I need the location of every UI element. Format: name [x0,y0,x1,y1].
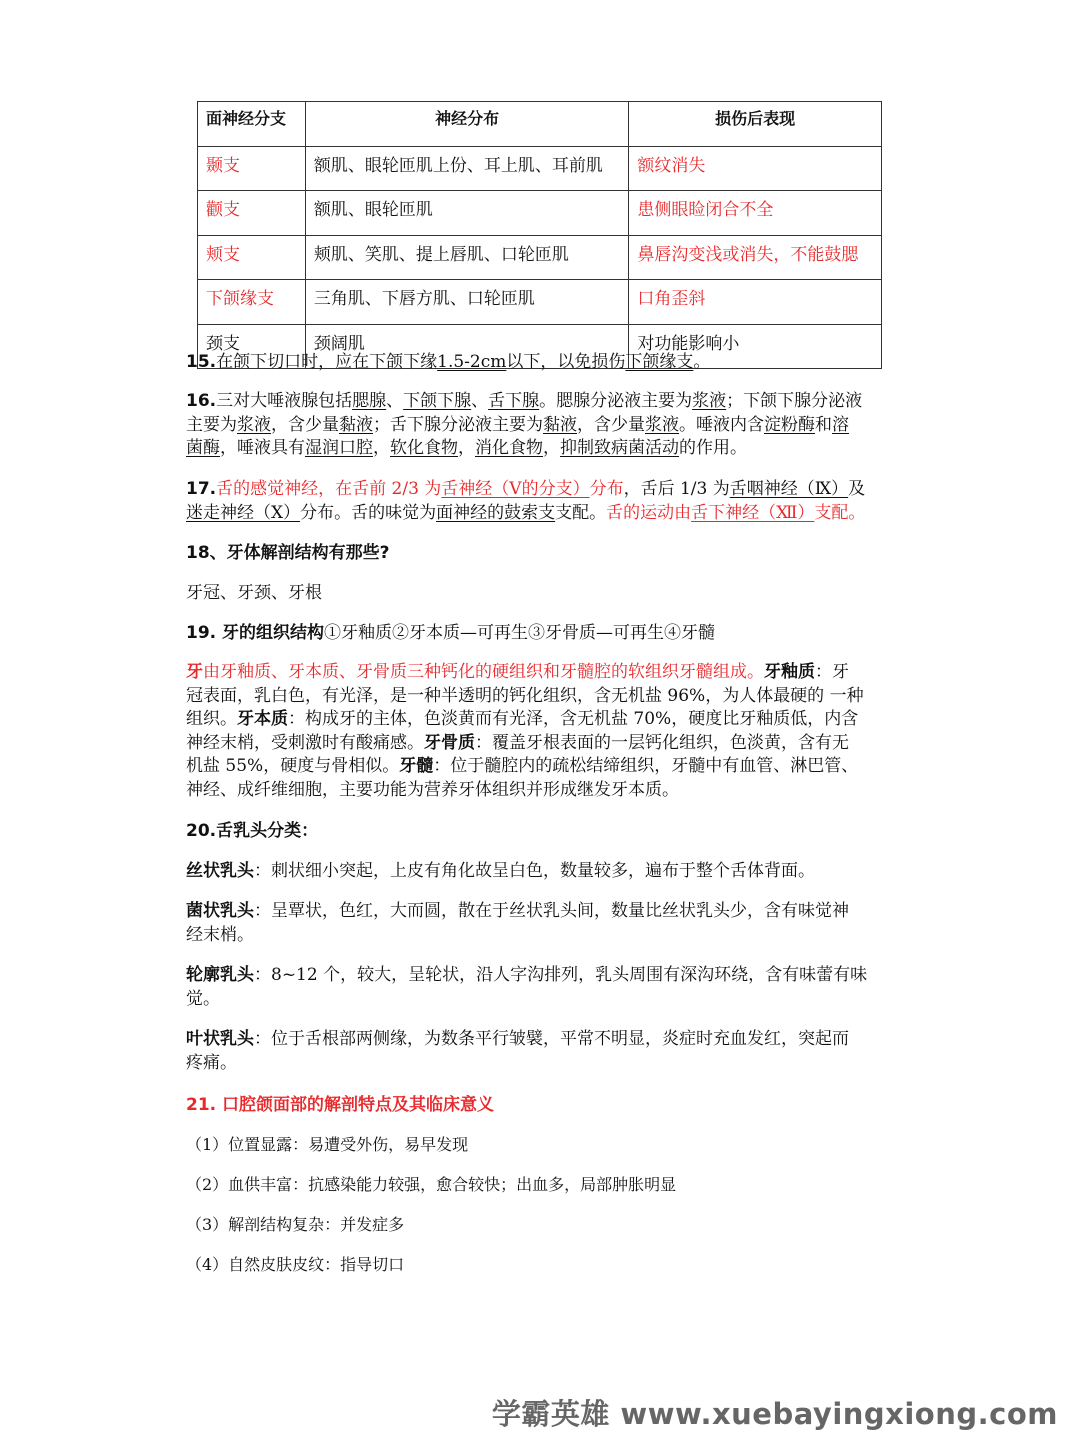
q20-text: 觉。 [186,988,220,1009]
q19-red-bold: 牙 [186,662,203,682]
q21-item-text: （2）血供丰富：抗感染能力较强，愈合较快；出血多，局部肿胀明显 [186,1175,677,1194]
q16-underline: 腮腺 [352,391,387,411]
q17-red-text: 舌的运动由 [606,502,692,523]
effect-cell: 鼻唇沟变浅或消失，不能鼓腮 [629,235,882,280]
q15-underline: 1.5-2cm [437,352,507,372]
q20-filiform [186,860,906,884]
facial-nerve-table [197,101,882,369]
q16-text: 的作用。 [679,438,747,458]
q16-paragraph [186,390,906,461]
q19-term: 牙釉质 [764,662,815,682]
table-row [198,280,882,325]
q21-item [186,1173,906,1197]
site-watermark: 学霸英雄 www.xuebayingxiong.com [491,1397,1058,1431]
q17-red-underline: 舌下神经（Ⅻ） [691,502,815,523]
q20-term: 轮廓乳头 [186,965,254,985]
q16-text: 主要为 [186,414,237,435]
q17-underline: 面神经的鼓索支 [436,502,556,523]
q21-item [186,1213,906,1237]
q20-circumvallate [186,964,906,1011]
q16-text: ，含少量 [577,414,645,435]
q20-text: ：8~12 个，较大，呈轮状，沿人字沟排列，乳头周围有深沟环绕，含有味蕾有味 [254,965,868,985]
q20-foliate [186,1028,906,1075]
q19-text: 神经、成纤维细胞，主要功能为营养牙体组织并形成继发牙本质。 [186,779,679,800]
q19-title [186,622,906,646]
q20-text: 经末梢。 [186,924,254,945]
q15-num: 15. [186,352,217,372]
q17-red-underline: 舌神经（Ⅴ的分支） [441,479,590,499]
header-effect: 损伤后表现 [629,102,882,147]
q16-underline: 黏液 [543,414,577,435]
q17-underline: 迷走神经（Ⅹ） [186,502,301,523]
q21-title-text: 21. 口腔颌面部的解剖特点及其临床意义 [186,1095,495,1115]
q15-text: 在颌下切口时，应在下颌下缘 [216,352,438,372]
header-distribution: 神经分布 [305,102,629,147]
q20-text: ：刺状细小突起，上皮有角化故呈白色，数量较多，遍布于整个舌体背面。 [254,861,815,881]
q19-term: 牙骨质 [424,732,475,753]
q21-item-text: （4）自然皮肤皮纹：指导切口 [186,1255,405,1274]
q16-underline: 菌酶 [186,438,220,458]
q16-text: 。腮腺分泌液主要为 [539,391,693,411]
q15-paragraph [186,351,906,375]
effect-cell: 患侧眼睑闭合不全 [629,191,882,236]
q17-text: ，舌后 1/3 为 [623,479,730,499]
q19-text: 组织。 [186,709,237,729]
q19-title-text: 19. 牙的组织结构 [186,623,325,643]
q16-underline: 抑制致病菌活动 [560,438,679,458]
q19-text: ：覆盖牙根表面的一层钙化组织，色淡黄，含有无 [475,732,849,753]
q15-underline: 下颌缘支 [625,352,694,372]
q20-title [186,820,906,844]
q16-underline: 下颌下腺 [403,391,472,411]
header-branch: 面神经分支 [198,102,306,147]
q17-red-text: 分布 [589,479,624,499]
q17-red-text: 舌的感觉神经，在舌前 2/3 为 [216,479,442,499]
q16-underline: 消化食物 [475,438,543,458]
q19-text: 神经末梢，受刺激时有酸痛感。 [186,732,424,753]
q16-underline: 黏液 [339,414,373,435]
q17-red-text: 支配。 [814,502,866,523]
branch-cell: 颞支 [198,146,306,191]
q17-text: 支配。 [555,502,607,523]
q19-paragraph [186,661,906,802]
q19-red-text: 由牙釉质、牙本质、牙骨质三种钙化的硬组织和牙髓腔的软组织牙髓组成。 [203,662,764,682]
q16-underline: 软化食物 [390,438,458,458]
q18-answer [186,582,906,606]
q16-text: ，含少量 [271,414,339,435]
q17-num: 17. [186,479,217,499]
q16-text: ， [458,438,475,458]
distribution-cell: 三角肌、下唇方肌、口轮匝肌 [305,280,629,325]
table-body [198,146,882,369]
q20-fungiform [186,900,906,947]
q16-text: 、 [386,391,404,411]
q16-underline: 湿润口腔 [305,438,373,458]
q20-term: 丝状乳头 [186,861,254,881]
q16-underline: 浆液 [692,391,727,411]
q19-term: 牙本质 [237,709,288,729]
effect-cell: 口角歪斜 [629,280,882,325]
q20-term: 叶状乳头 [186,1029,254,1049]
q21-item [186,1253,906,1277]
q19-text: ：位于髓腔内的疏松结缔组织，牙髓中有血管、淋巴管、 [433,756,859,776]
q16-text: 。唾液内含 [679,414,764,435]
branch-cell: 颧支 [198,191,306,236]
q21-item-text: （1）位置显露：易遭受外伤，易早发现 [186,1135,469,1154]
q16-num: 16. [186,391,217,411]
q15-text: 以下，以免损伤 [506,352,626,372]
q16-text: 和 [815,414,832,435]
q16-text: ， [373,438,390,458]
distribution-cell: 颊肌、笑肌、提上唇肌、口轮匝肌 [305,235,629,280]
q21-title [186,1094,906,1118]
q19-text: 冠表面，乳白色，有光泽，是一种半透明的钙化组织，含无机盐 96%，为人体最硬的 一种 [186,685,864,706]
distribution-cell: 颈阔肌 [305,324,629,369]
q17-text: 分布。舌的味觉为 [300,502,437,523]
q16-text: ；舌下腺分泌液主要为 [373,414,543,435]
effect-cell: 对功能影响小 [629,324,882,369]
q17-text: 及 [848,479,866,499]
q16-text: 、 [471,391,489,411]
effect-cell: 额纹消失 [629,146,882,191]
q20-text: ：呈覃状，色红，大而圆，散在于丝状乳头间，数量比丝状乳头少，含有味觉神 [254,901,849,921]
table-header-row [198,102,882,147]
q16-underline: 溶 [832,414,849,435]
q17-underline: 舌咽神经（Ⅸ） [729,479,849,499]
q16-underline: 淀粉酶 [764,414,815,435]
q18-title-text: 18、牙体解剖结构有那些? [186,543,390,563]
table-row [198,191,882,236]
q20-title-text: 20.舌乳头分类： [186,821,319,841]
q20-text: ：位于舌根部两侧缘，为数条平行皱襞，平常不明显，炎症时充血发红，突起而 [254,1029,849,1049]
distribution-cell: 额肌、眼轮匝肌上份、耳上肌、耳前肌 [305,146,629,191]
q16-text: ， [543,438,560,458]
q19-text: 机盐 55%，硬度与骨相似。 [186,756,400,776]
q21-item-text: （3）解剖结构复杂：并发症多 [186,1215,405,1234]
q16-text: ；下颌下腺分泌液 [726,391,863,411]
q18-answer-text: 牙冠、牙颈、牙根 [186,583,322,603]
q19-text: ：牙 [815,662,849,682]
q16-underline: 浆液 [645,414,679,435]
distribution-cell: 额肌、眼轮匝肌 [305,191,629,236]
q16-underline: 舌下腺 [488,391,540,411]
q15-text: 。 [693,352,711,372]
branch-cell: 颈支 [198,324,306,369]
q16-underline: 浆液 [237,414,271,435]
branch-cell: 下颌缘支 [198,280,306,325]
table-row [198,146,882,191]
q21-item [186,1133,906,1157]
q20-text: 疼痛。 [186,1052,237,1073]
q16-text: 三对大唾液腺包括 [216,391,353,411]
q16-text: ，唾液具有 [220,438,305,458]
q18-title [186,542,906,566]
table-row [198,235,882,280]
q19-text: ：构成牙的主体，色淡黄而有光泽，含无机盐 70%，硬度比牙釉质低，内含 [288,709,859,729]
branch-cell: 颊支 [198,235,306,280]
q19-term: 牙髓 [399,756,434,776]
q17-paragraph [186,478,906,525]
q20-term: 菌状乳头 [186,901,254,921]
q19-items: ①牙釉质②牙本质—可再生③牙骨质—可再生④牙髓 [324,623,716,643]
